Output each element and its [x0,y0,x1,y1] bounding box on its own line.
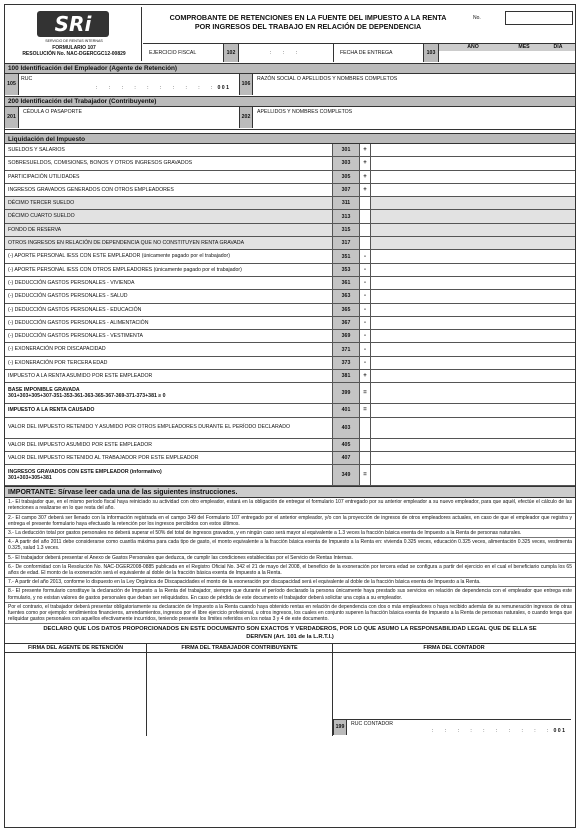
tax-row-label [5,452,332,464]
tax-row-value-field[interactable] [370,439,575,451]
tax-row-363 [5,290,575,303]
tax-row-value-field[interactable] [370,171,575,183]
tax-row-367 [5,317,575,330]
accountant-ruc-suffix: 0 0 1 [553,727,565,734]
tax-row-label [5,465,332,485]
worker-section-title: 200 Identificación del Trabajador (Contribuyente) [5,97,575,107]
tax-row-sign: - [359,264,370,276]
instruction-item: Por el contrario, el trabajador deberá presentar obligatoriamente su declaración de Impuesto a la Renta cuando haya obtenido rentas en relación de dependencia con dos o más empleadores o haya recibido además de su remuneración ingresos de otras fuentes como por ejemplo: rendimientos financieros, arrendamientos, ingresos por el libre ejercicio profesional, u otros ingresos, los cuales en conjunto superen la fracción básica exenta de Impuesto a la Renta de personas naturales, o cuando tenga que reliquidar gastos personales con aquellos efectivamente incurridos, teniendo presente los límites referidos en los notas 3 y 4 de este documento. [5,603,575,625]
tax-row-317 [5,237,575,250]
instructions-list [5,498,575,624]
tax-row-formula: 301+303+305+307-351-353-361-363-365-367-369-371-373+381 ≥ 0 [8,393,166,400]
tax-row-value-field[interactable] [370,452,575,464]
delivery-date-code: 103 [423,44,439,62]
tax-row-label-text: (-) DEDUCCIÓN GASTOS PERSONALES - SALUD [8,293,128,300]
tax-row-value-field[interactable] [370,383,575,403]
instruction-item: 4.- A partir del año 2011 debe considerarse como cuantía máxima para cada tipo de gasto, el monto equivalente a la fracción básica exenta de Impuesto a la Renta en: vivienda 0.325 veces, educación 0.325 veces, alimentación 0.325 veces, vestimenta 0.325, salud 1.3 veces. [5,538,575,553]
tax-row-303 [5,157,575,170]
tax-form-107 [4,4,576,828]
tax-row-value-field[interactable] [370,224,575,236]
tax-row-label-text: VALOR DEL IMPUESTO RETENIDO Y ASUMIDO POR OTROS EMPLEADORES DURANTE EL PERÍODO DECLARADO [8,424,291,431]
tax-row-label-text: FONDO DE RESERVA [8,226,62,233]
instruction-item: 3.- La deducción total por gastos personales no deberá superar el 50% del total de ingresos gravados, y en ningún caso será mayor al equivalente a 1.3 veces la fracción básica exenta de Impuesto a la Renta de personas naturales. [5,529,575,538]
tax-row-label-text: INGRESOS GRAVADOS GENERADOS CON OTROS EMPLEADORES [8,186,174,193]
tax-row-label [5,250,332,262]
tax-row-label-text: (-) APORTE PERSONAL IESS CON OTROS EMPLEADORES (únicamente pagado por el trabajador) [8,266,242,273]
tax-row-label-text: PARTICIPACIÓN UTILIDADES [8,173,80,180]
declaration-line-2: DERIVEN (Art. 101 de la L.R.T.I.) [246,633,334,640]
employer-ruc-code: 105 [5,74,19,95]
tax-row-value-field[interactable] [370,317,575,329]
tax-row-value-field[interactable] [370,465,575,485]
employer-ruc-field[interactable]: : : : : : : : : : :0 0 1 [96,85,229,91]
tax-row-315 [5,224,575,237]
tax-row-label [5,224,332,236]
tax-row-label-text: IMPUESTO A LA RENTA CAUSADO [8,407,95,414]
tax-row-sign [359,224,370,236]
tax-row-label [5,184,332,196]
tax-row-sign [359,210,370,222]
tax-row-sign: - [359,357,370,369]
tax-row-label-text: OTROS INGRESOS EN RELACIÓN DE DEPENDENCIA QUE NO CONSTITUYEN RENTA GRAVADA [8,240,245,247]
signature-area [5,644,575,736]
tax-row-sign: + [359,184,370,196]
tax-row-403 [5,418,575,439]
tax-row-365 [5,304,575,317]
date-input-area[interactable] [439,51,575,62]
tax-row-value-field[interactable] [370,277,575,289]
tax-row-sign: + [359,144,370,156]
tax-row-code: 405 [332,439,359,451]
tax-row-sign [359,439,370,451]
month-label: MES [518,44,530,50]
form-name: FORMULARIO 107 [52,45,96,51]
worker-id-label: CÉDULA O PASAPORTE [23,109,82,115]
tax-row-sign: - [359,343,370,355]
tax-row-sign: = [359,404,370,416]
tax-row-label [5,210,332,222]
tax-row-value-field[interactable] [370,357,575,369]
tax-row-label-text: (-) DEDUCCIÓN GASTOS PERSONALES - EDUCACIÓN [8,306,142,313]
declaration [5,624,575,643]
accountant-ruc-label: RUC CONTADOR [351,720,393,727]
delivery-date-label: FECHA DE ENTREGA [333,44,423,62]
tax-section-title: Liquidación del Impuesto [5,133,575,144]
tax-row-sign [359,197,370,209]
sri-logo-block [7,7,142,61]
tax-row-code: 361 [332,277,359,289]
tax-row-code: 349 [332,465,359,485]
employer-ruc-suffix: 0 0 1 [217,85,229,91]
tax-row-label-text: BASE IMPONIBLE GRAVADA [8,386,80,393]
employer-name-code: 106 [239,74,253,95]
form-title [143,13,473,31]
worker-name-label: APELLIDOS Y NOMBRES COMPLETOS [257,109,353,115]
tax-row-label-text: (-) EXONERACIÓN POR TERCERA EDAD [8,359,108,366]
instruction-item: 8.- El presente formulario constituye la declaración de Impuesto a la Renta del trabajador, siempre que durante el período declarado la persona únicamente haya prestado sus servicios en relación de dependencia con el empleador que entrega este formulario, y no existan valores de gastos personales que deban ser reliquidados. En caso de pérdida de este documento el trabajador deberá solicitar una copia a su empleador. [5,587,575,602]
tax-row-label-text: (-) EXONERACIÓN POR DISCAPACIDAD [8,346,106,353]
tax-row-code: 367 [332,317,359,329]
tax-row-value-field[interactable] [370,157,575,169]
tax-row-353 [5,264,575,277]
worker-name-code: 202 [239,107,253,128]
tax-row-401 [5,404,575,417]
accountant-signature-label: FIRMA DEL CONTADOR [333,644,575,653]
tax-row-305 [5,171,575,184]
accountant-ruc-code: 199 [333,720,347,735]
tax-row-sign: - [359,290,370,302]
tax-row-label [5,317,332,329]
title-line-2: POR INGRESOS DEL TRABAJO EN RELACIÓN DE DEPENDENCIA [194,22,422,31]
tax-row-label [5,197,332,209]
logo-tagline: SERVICIO DE RENTAS INTERNAS [45,39,103,43]
tax-row-value-field[interactable] [370,237,575,249]
tax-row-code: 403 [332,418,359,438]
tax-row-label-text: SUELDOS Y SALARIOS [8,146,65,153]
accountant-ruc-field[interactable]: : : : : : : : : : :0 0 1 [432,727,565,734]
tax-row-371 [5,343,575,356]
fiscal-year-field[interactable]: : : : [270,50,302,56]
tax-row-value-field[interactable] [370,250,575,262]
employer-ruc-label: RUC [21,76,33,82]
tax-row-code: 305 [332,171,359,183]
tax-row-value-field[interactable] [370,343,575,355]
tax-row-label [5,343,332,355]
tax-row-label-text: VALOR DEL IMPUESTO ASUMIDO POR ESTE EMPLEADOR [8,441,153,448]
tax-row-sign: + [359,157,370,169]
tax-row-sign: + [359,171,370,183]
tax-row-value-field[interactable] [370,197,575,209]
tax-row-value-field[interactable] [370,184,575,196]
day-label: DÍA [553,44,563,50]
tax-row-label [5,237,332,249]
declaration-line-1: DECLARO QUE LOS DATOS PROPORCIONADOS EN ESTE DOCUMENTO SON EXACTOS Y VERDADEROS, POR LO QUE ASUMO LA RESPONSABILIDAD LEGAL QUE DE ELLA SE [43,626,537,633]
tax-row-label-text: DÉCIMO CUARTO SUELDO [8,213,75,220]
tax-row-369 [5,330,575,343]
tax-row-code: 401 [332,404,359,416]
tax-row-label [5,277,332,289]
tax-row-label-text: IMPUESTO A LA RENTA ASUMIDO POR ESTE EMPLEADOR [8,372,153,379]
tax-row-label [5,290,332,302]
tax-row-code: 315 [332,224,359,236]
instructions-title: IMPORTANTE: Sírvase leer cada una de las siguientes instrucciones. [5,486,575,498]
form-header [5,5,575,64]
worker-row [5,107,575,130]
tax-row-313 [5,210,575,223]
employer-row [5,74,575,97]
tax-row-sign: - [359,304,370,316]
fiscal-year-code: 102 [223,44,239,62]
tax-row-405 [5,439,575,452]
tax-row-label [5,370,332,382]
title-line-1: COMPROBANTE DE RETENCIONES EN LA FUENTE DEL IMPUESTO A LA RENTA [169,13,447,22]
tax-row-label [5,171,332,183]
tax-row-code: 313 [332,210,359,222]
fiscal-year-label: EJERCICIO FISCAL [149,50,197,56]
tax-row-sign: = [359,383,370,403]
tax-row-349 [5,465,575,486]
instruction-item: 7.- A partir del año 2013, conforme lo dispuesto en la Ley Orgánica de Discapacidades el monto de la exoneración por discapacidad será el equivalente al doble de la fracción básica exenta de Impuesto a la Renta. [5,578,575,587]
tax-row-label [5,383,332,403]
instruction-item: 1.- El trabajador que, en el mismo período fiscal haya reiniciado su actividad con otro empleador, estará en la obligación de entregar el formulario 107 entregado por su anterior empleador a su nuevo empleador, para que aquél, efectúe el cálculo de las retenciones a realizarse en lo que resta del año. [5,498,575,513]
tax-row-sign [359,418,370,438]
tax-row-label-text: VALOR DEL IMPUESTO RETENIDO AL TRABAJADOR POR ESTE EMPLEADOR [8,454,199,461]
tax-row-301 [5,144,575,157]
accountant-ruc-row [333,719,571,736]
tax-row-label [5,439,332,451]
tax-row-label-text: DÉCIMO TERCER SUELDO [8,200,75,207]
tax-row-code: 303 [332,157,359,169]
tax-row-code: 371 [332,343,359,355]
agent-signature-label: FIRMA DEL AGENTE DE RETENCIÓN [5,644,146,653]
tax-row-value-field[interactable] [370,404,575,416]
tax-row-label-text: (-) DEDUCCIÓN GASTOS PERSONALES - VIVIENDA [8,279,135,286]
tax-row-label-text: (-) DEDUCCIÓN GASTOS PERSONALES - ALIMENTACIÓN [8,319,149,326]
tax-row-code: 381 [332,370,359,382]
tax-rows [5,144,575,486]
tax-row-sign [359,452,370,464]
worker-id-code: 201 [5,107,19,128]
tax-row-381 [5,370,575,383]
tax-row-code: 369 [332,330,359,342]
tax-row-373 [5,357,575,370]
tax-row-code: 307 [332,184,359,196]
tax-row-value-field[interactable] [370,304,575,316]
tax-row-label [5,357,332,369]
worker-signature-box[interactable] [147,644,333,736]
tax-row-value-field[interactable] [370,370,575,382]
tax-row-sign: - [359,330,370,342]
tax-row-label [5,404,332,416]
tax-row-formula: 301+303+305+381 [8,475,52,482]
tax-row-label-text: INGRESOS GRAVADOS CON ESTE EMPLEADOR (informativo) [8,468,162,475]
tax-row-label [5,418,332,438]
delivery-date-field[interactable] [439,44,575,62]
tax-row-value-field[interactable] [370,264,575,276]
tax-row-311 [5,197,575,210]
tax-row-sign: - [359,317,370,329]
tax-row-sign: - [359,277,370,289]
agent-signature-box[interactable] [5,644,147,736]
tax-row-value-field[interactable] [370,418,575,438]
sri-logo: SRi [37,11,109,37]
year-label: AÑO [467,44,479,50]
tax-row-code: 373 [332,357,359,369]
tax-row-361 [5,277,575,290]
header-date-row [143,43,575,62]
tax-row-sign: + [359,370,370,382]
tax-row-label-text: (-) APORTE PERSONAL IESS CON ESTE EMPLEADOR (únicamente pagado por el trabajador) [8,253,230,260]
form-number-field[interactable] [505,11,573,25]
tax-row-value-field[interactable] [370,144,575,156]
instruction-item: 6.- De conformidad con la Resolución No. NAC-DGER2008-0885 publicada en el Registro Oficial No. 342 el 21 de mayo del 2008, el beneficio de la exoneración por tercera edad se configura a partir del ejercicio en el cual el beneficiario cumpla los 65 años de edad. El monto de la exoneración será el equivalente al doble de la fracción básica exenta de Impuesto a la Renta. [5,563,575,578]
tax-row-399 [5,383,575,404]
tax-row-sign [359,237,370,249]
tax-row-sign: = [359,465,370,485]
tax-row-code: 301 [332,144,359,156]
tax-row-value-field[interactable] [370,330,575,342]
form-number-label: No. [473,15,481,21]
instruction-item: 5.- El trabajador deberá presentar el Anexo de Gastos Personales que deduzca, de cumplir las condiciones establecidas por el Servicio de Rentas Internas. [5,554,575,563]
tax-row-407 [5,452,575,465]
tax-row-label-text: SOBRESUELDOS, COMISIONES, BONOS Y OTROS INGRESOS GRAVADOS [8,160,193,167]
tax-row-code: 351 [332,250,359,262]
tax-row-label-text: (-) DEDUCCIÓN GASTOS PERSONALES - VESTIMENTA [8,333,143,340]
tax-row-value-field[interactable] [370,290,575,302]
tax-row-code: 365 [332,304,359,316]
tax-row-label [5,157,332,169]
tax-row-sign: - [359,250,370,262]
tax-row-code: 353 [332,264,359,276]
tax-row-351 [5,250,575,263]
instruction-item: 2.- El campo 307 deberá ser llenado con la información registrada en el campo 349 del Formulario 107 entregado por el anterior empleador, y/o con la proyección de ingresos de otros empleadores actuales, en caso de que el empleador que registra y entrega el presente formulario haya efectuado la retención por los ingresos percibidos con estos últimos. [5,514,575,529]
employer-name-label: RAZÓN SOCIAL O APELLIDOS Y NOMBRES COMPLETOS [257,76,398,82]
tax-row-307 [5,184,575,197]
tax-row-code: 407 [332,452,359,464]
employer-section-title: 100 Identificación del Empleador (Agente de Retención) [5,64,575,74]
resolution-number: RESOLUCIÓN No. NAC-DGERCGC12-00829 [22,51,126,57]
tax-row-code: 317 [332,237,359,249]
tax-row-label [5,330,332,342]
tax-row-label [5,144,332,156]
tax-row-code: 311 [332,197,359,209]
tax-row-label [5,264,332,276]
tax-row-code: 399 [332,383,359,403]
tax-row-code: 363 [332,290,359,302]
tax-row-value-field[interactable] [370,210,575,222]
tax-row-label [5,304,332,316]
worker-signature-label: FIRMA DEL TRABAJADOR CONTRIBUYENTE [147,644,332,653]
